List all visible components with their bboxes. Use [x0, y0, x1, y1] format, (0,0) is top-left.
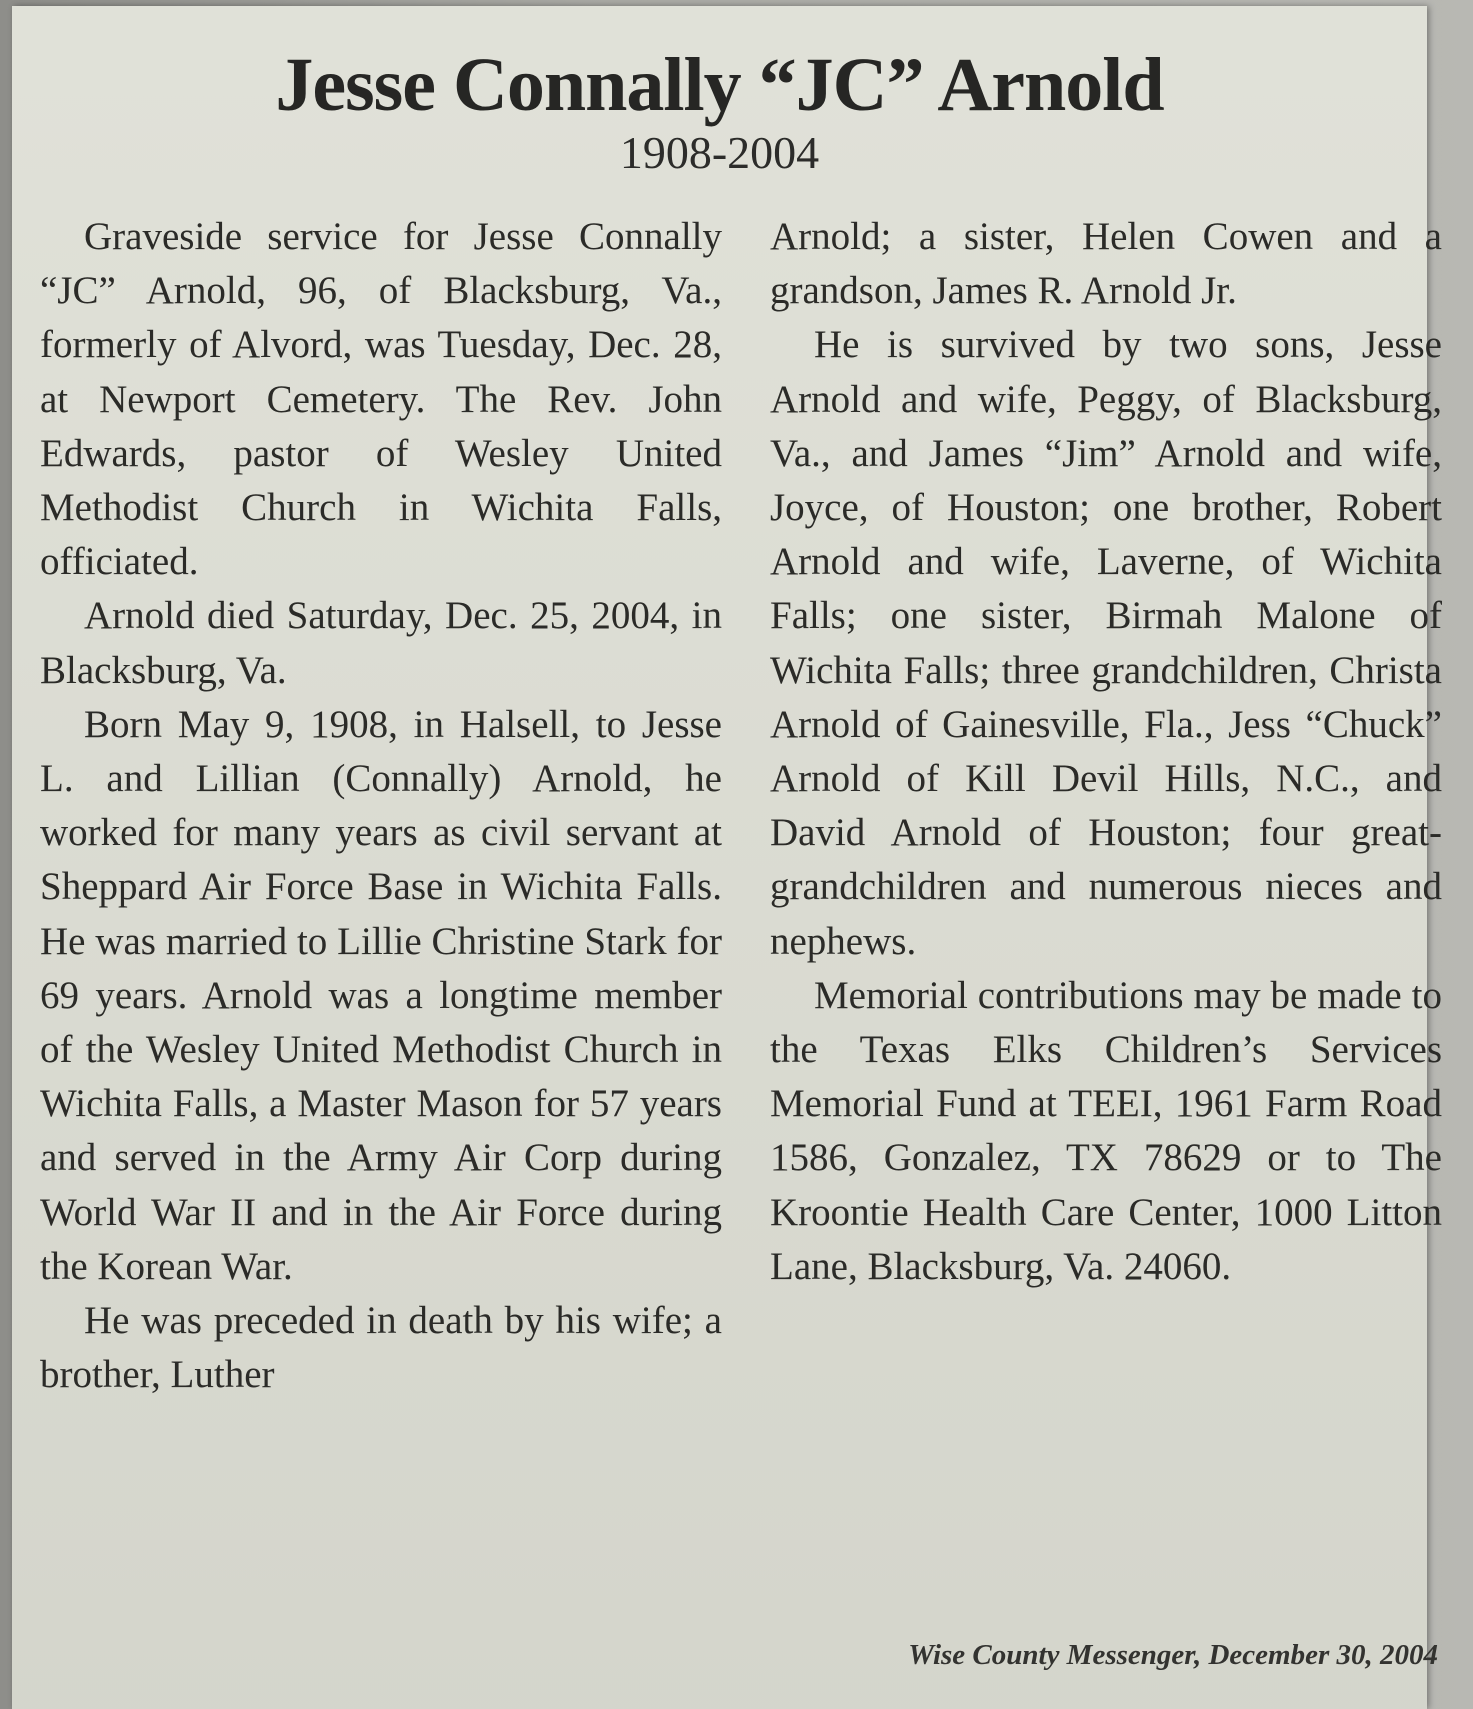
paragraph-biography: Born May 9, 1908, in Halsell, to Jesse L. and Lillian (Connally) Arnold, he worked for many years as civil servant at Sheppard Air Force Base in Wichita Falls. He was married to Lillie Christine Stark for 69 years. Arnold was a longtime member of the Wesley United Methodist Church in Wichita Falls, a Master Mason for 57 years and served in the Army Air Corp during World War II and in the Air Force during the Korean War.: [40, 702, 722, 1288]
right-column: [770, 210, 1442, 1294]
newspaper-clipping: [12, 6, 1442, 1709]
paragraph-memorial-contributions: Memorial contributions may be made to the Texas Elks Children’s Services Memorial Fund at TEEI, 1961 Farm Road 1586, Gonzalez, TX 78629 or to The Kroontie Health Care Center, 1000 Litton Lane, Blacksburg, Va. 24060.: [770, 973, 1442, 1288]
paragraph-preceded-in-death: He was preceded in death by his wife; a brother, Luther: [40, 1299, 722, 1397]
paragraph-death: Arnold died Saturday, Dec. 25, 2004, in Blacksburg, Va.: [40, 594, 722, 692]
paragraph-graveside-service: Graveside service for Jesse Connally “JC” Arnold, 96, of Blacksburg, Va., formerly of Alvord, was Tuesday, Dec. 28, at Newport Cemetery. The Rev. John Edwards, pastor of Wesley United Methodist Church in Wichita Falls, officiated.: [40, 215, 722, 584]
source-credit: Wise County Messenger, December 30, 2004: [908, 1639, 1438, 1671]
paragraph-preceded-continued: Arnold; a sister, Helen Cowen and a grandson, James R. Arnold Jr.: [770, 215, 1442, 313]
paragraph-survivors: He is survived by two sons, Jesse Arnold and wife, Peggy, of Blacksburg, Va., and James “Jim” Arnold and wife, Joyce, of Houston; one brother, Robert Arnold and wife, Laverne, of Wichita Falls; one sister, Birmah Malone of Wichita Falls; three grandchildren, Christa Arnold of Gainesville, Fla., Jess “Chuck” Arnold of Kill Devil Hills, N.C., and David Arnold of Houston; four great-grandchildren and numerous nieces and nephews.: [770, 323, 1442, 963]
life-years: 1908-2004: [619, 127, 820, 178]
left-column: [40, 210, 722, 1402]
obituary-headline: Jesse Connally “JC” Arnold: [275, 43, 1164, 127]
